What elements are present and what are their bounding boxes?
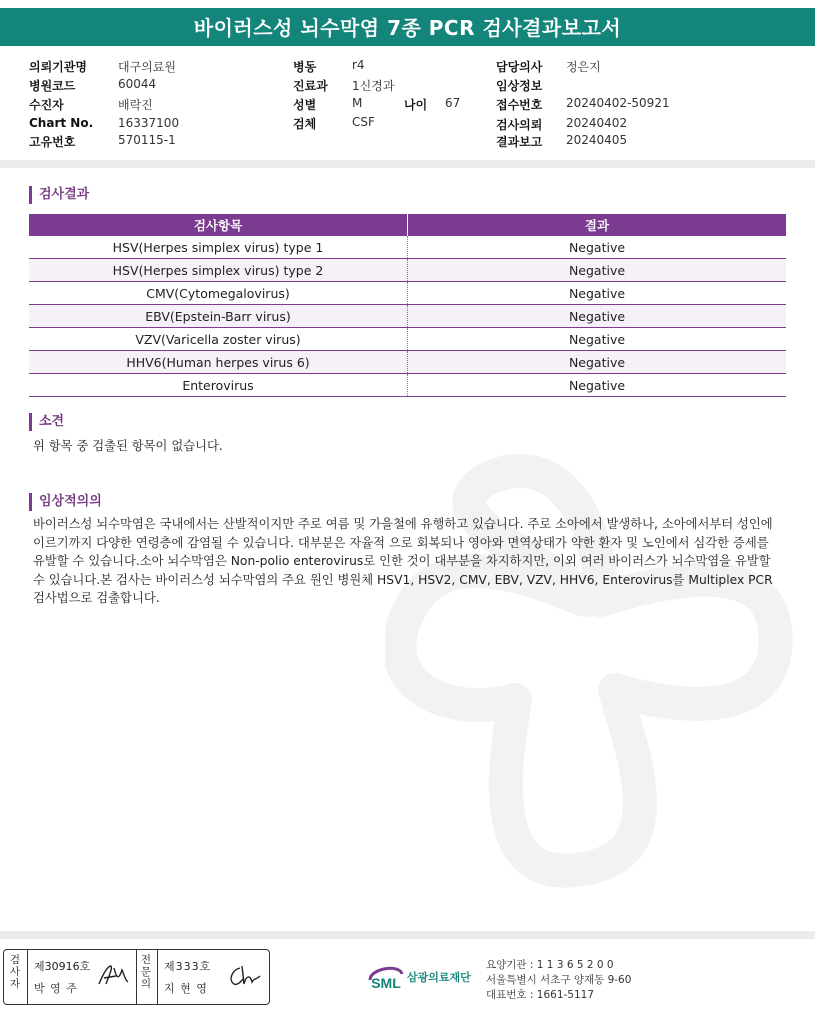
section-title-clinical: 임상적의의: [29, 493, 102, 511]
clinical-line: 수 있습니다.본 검사는 바이러스성 뇌수막염의 주요 원인 병원체 HSV1, HSV2, CMV, EBV, VZV, HHV6, Enterovirus를 Multiplex PCR: [33, 572, 773, 587]
specialist-name: 지 현 영: [164, 982, 208, 995]
divider: [0, 931, 815, 939]
info-label: 검사의뢰: [496, 118, 543, 132]
phone: 대표번호 : 1661-5117: [486, 989, 595, 1001]
test-item: Enterovirus: [29, 374, 408, 397]
address: 서울특별시 서초구 양재동 9-60: [486, 974, 632, 986]
info-value: 60044: [118, 77, 157, 91]
info-value: r4: [352, 58, 365, 72]
logo-name: 삼광의료재단: [407, 971, 471, 984]
test-result: Negative: [408, 259, 787, 282]
test-result: Negative: [408, 351, 787, 374]
info-label: 고유번호: [29, 135, 76, 149]
test-result: Negative: [408, 305, 787, 328]
info-value: 16337100: [118, 116, 180, 130]
info-label: 나이: [404, 98, 428, 112]
divider: [157, 950, 158, 1004]
info-label: Chart No.: [29, 116, 94, 130]
org-code: 요양기관 : 1 1 3 6 5 2 0 0: [486, 959, 614, 971]
clinical-text: [33, 515, 793, 608]
table-row: [29, 236, 786, 259]
test-item: HSV(Herpes simplex virus) type 2: [29, 259, 408, 282]
specialist-signature-icon: [226, 962, 262, 990]
divider: [27, 950, 28, 1004]
info-value: 대구의료원: [118, 60, 176, 74]
examiner-signature-icon: [96, 962, 130, 990]
table-row: [29, 259, 786, 282]
info-label: 병동: [293, 60, 317, 74]
info-label: 접수번호: [496, 98, 543, 112]
section-title-opinion: 소견: [29, 413, 64, 431]
report-title: 바이러스성 뇌수막염 7종 PCR 검사결과보고서: [0, 8, 815, 46]
examiner-label: 검사자: [9, 954, 21, 990]
signature-box: [3, 949, 270, 1005]
info-value: 배락진: [118, 98, 153, 112]
specialist-label: 전문의: [140, 954, 152, 990]
info-label: 성별: [293, 98, 317, 112]
info-label: 결과보고: [496, 135, 543, 149]
info-value: 20240402: [566, 116, 628, 130]
logo-mark: SML: [371, 975, 401, 991]
test-result: Negative: [408, 374, 787, 397]
info-value: 20240402-50921: [566, 96, 670, 110]
info-value: 20240405: [566, 133, 628, 147]
patient-info: [0, 48, 815, 158]
examiner-license: 제30916호: [34, 960, 91, 973]
table-row: [29, 305, 786, 328]
column-header: 검사항목: [29, 214, 408, 236]
table-row: [29, 328, 786, 351]
test-result: Negative: [408, 236, 787, 259]
clinical-line: 바이러스성 뇌수막염은 국내에서는 산발적이지만 주로 여름 및 가을철에 유행하고 있습니다. 주로 소아에서 발생하나, 소아에서부터 성인에: [33, 517, 773, 531]
info-label: 검체: [293, 117, 317, 131]
test-item: EBV(Epstein-Barr virus): [29, 305, 408, 328]
specialist-license: 제333호: [164, 960, 212, 973]
info-label: 병원코드: [29, 79, 76, 93]
info-label: 의뢰기관명: [29, 60, 87, 74]
test-result: Negative: [408, 282, 787, 305]
info-label: 수진자: [29, 98, 64, 112]
section-title-results: 검사결과: [29, 186, 89, 204]
sml-logo-icon: [366, 960, 406, 994]
opinion-text: 위 항목 중 검출된 항목이 없습니다.: [33, 439, 223, 453]
clinical-line: 이르기까지 다양한 연령층에 감염될 수 있습니다. 대부분은 자율적 으로 회복되나 영아와 면역상태가 약한 환자 및 노인에서 심각한 증세를: [33, 535, 769, 550]
info-label: 진료과: [293, 79, 328, 93]
info-value: 570115-1: [118, 133, 176, 147]
info-value: M: [352, 96, 363, 110]
examiner-name: 박 영 주: [34, 982, 78, 995]
info-value: 67: [445, 96, 461, 110]
clinical-line: 유발할 수 있습니다.소아 뇌수막염은 Non-polio enterovirus로 인한 것이 대부분을 차지하지만, 이외 여러 바이러스가 뇌수막염을 유발할: [33, 554, 771, 568]
table-row: [29, 351, 786, 374]
table-row: [29, 282, 786, 305]
test-item: HSV(Herpes simplex virus) type 1: [29, 236, 408, 259]
divider: [0, 160, 815, 168]
table-row: [29, 374, 786, 397]
info-label: 임상정보: [496, 79, 543, 93]
watermark-logo-icon: [385, 400, 815, 920]
column-header: 결과: [408, 214, 787, 236]
results-table: [29, 214, 786, 397]
test-result: Negative: [408, 328, 787, 351]
info-value: 1신경과: [352, 79, 395, 93]
table-header-row: [29, 214, 786, 236]
info-value: CSF: [352, 115, 375, 129]
divider: [136, 950, 137, 1004]
info-value: 정은지: [566, 60, 601, 74]
test-item: HHV6(Human herpes virus 6): [29, 351, 408, 374]
clinical-line: 검사법으로 검출합니다.: [33, 591, 160, 605]
info-label: 담당의사: [496, 60, 543, 74]
test-item: CMV(Cytomegalovirus): [29, 282, 408, 305]
test-item: VZV(Varicella zoster virus): [29, 328, 408, 351]
